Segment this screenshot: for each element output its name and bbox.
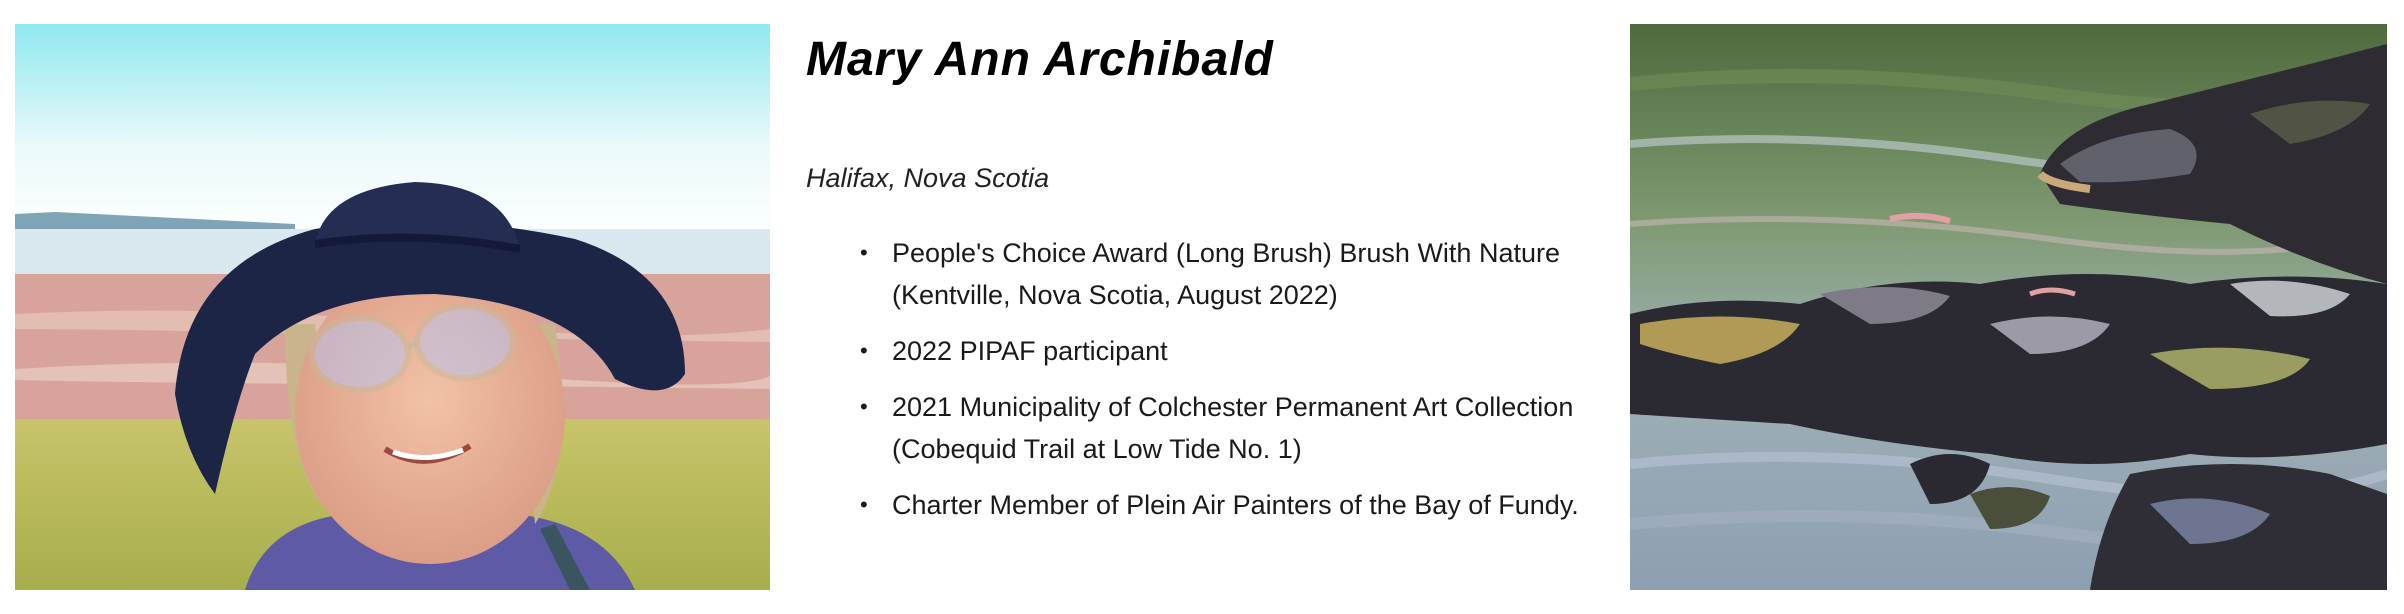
artist-location: Halifax, Nova Scotia [806,163,1050,193]
list-item [860,386,1620,470]
artist-portrait-photo [15,24,770,590]
artist-name-heading: Mary Ann Archibald [806,33,1274,86]
list-item [860,484,1620,526]
list-item [860,330,1620,372]
award-text: People's Choice Award (Long Brush) Brush With Nature (Kentville, Nova Scotia, August 2022) [892,238,1560,310]
list-item [860,232,1620,316]
bullet-icon: • [860,394,868,419]
bullet-icon: • [860,492,868,517]
award-text: 2022 PIPAF participant [892,336,1168,366]
awards-list [860,232,1620,540]
bullet-icon: • [860,240,868,265]
bullet-icon: • [860,338,868,363]
award-text: Charter Member of Plein Air Painters of the Bay of Fundy. [892,490,1579,520]
painting-image [1630,24,2387,590]
award-text: 2021 Municipality of Colchester Permanent Art Collection (Cobequid Trail at Low Tide No. 1) [892,392,1574,464]
artist-bio [806,24,1606,520]
